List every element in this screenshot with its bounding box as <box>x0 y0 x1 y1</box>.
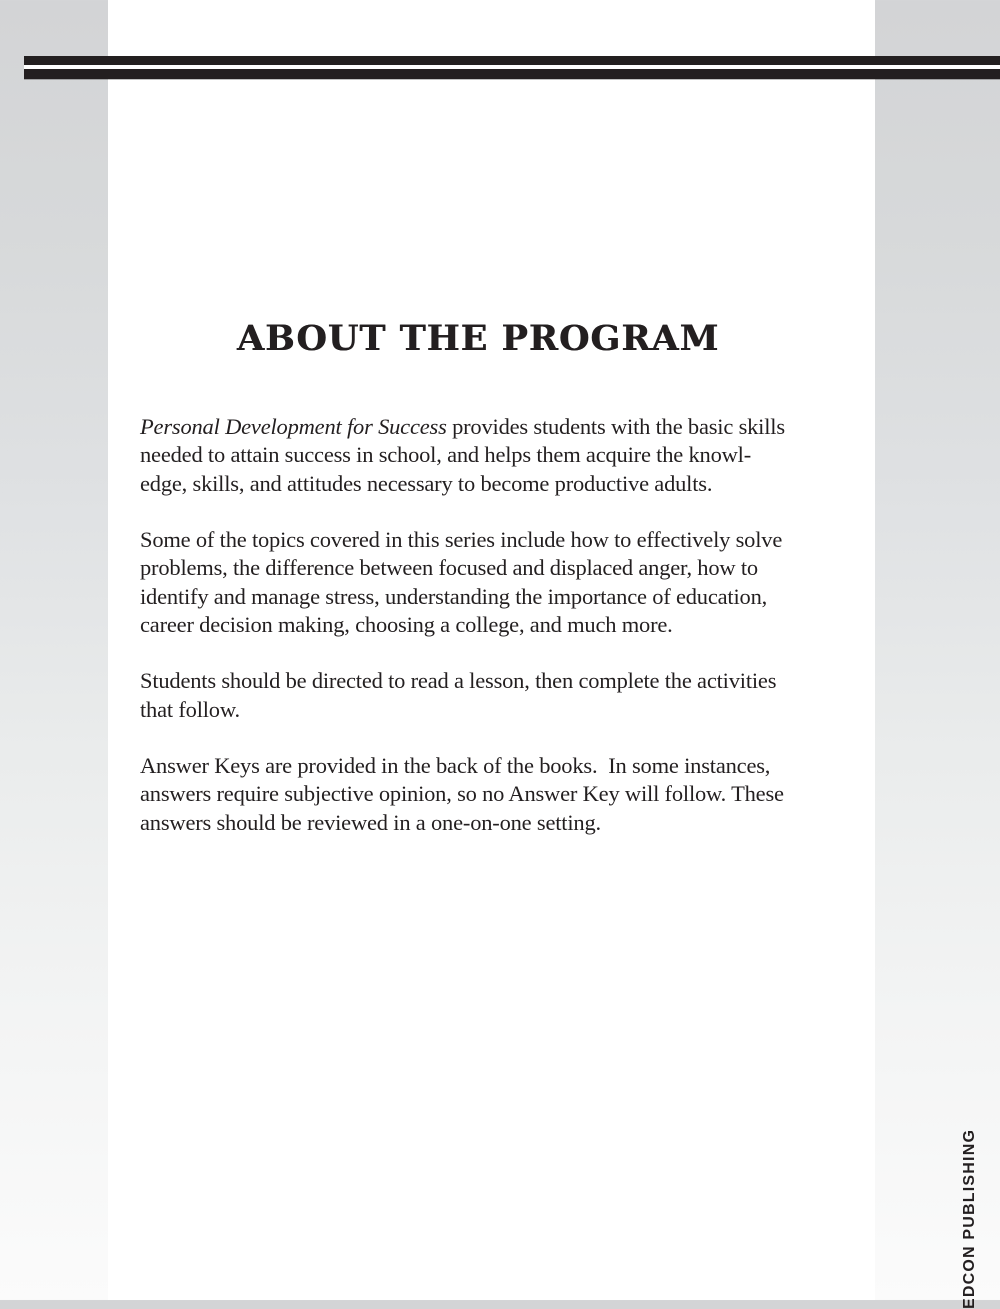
text-line: problems, the difference between focused and displaced anger, how to <box>140 555 758 581</box>
text-line: Personal Development for Success provides students with the basic skills <box>140 414 785 439</box>
text-line: Answer Keys are provided in the back of the books. In some instances, <box>140 752 771 778</box>
rule-bar-top <box>24 56 1000 69</box>
text-line: career decision making, choosing a college, and much more. <box>140 611 673 637</box>
paragraph-intro <box>140 413 860 498</box>
publisher-side-label: EDCON PUBLISHING <box>961 1128 978 1309</box>
paragraph-topics <box>140 526 860 639</box>
rule-bar-bottom <box>24 69 1000 79</box>
page-title: ABOUT THE PROGRAM <box>236 318 720 359</box>
double-rule <box>24 56 1000 79</box>
body-text <box>140 413 860 865</box>
text-line: answers should be reviewed in a one-on-one setting. <box>140 809 601 835</box>
text-line: identify and manage stress, understanding the importance of education, <box>140 583 768 609</box>
text-line: needed to attain success in school, and helps them acquire the knowl- <box>140 442 752 468</box>
paragraph-directions <box>140 667 860 724</box>
text-line: edge, skills, and attitudes necessary to become productive adults. <box>140 470 713 496</box>
text-line: Some of the topics covered in this series include how to effectively solve <box>140 526 783 552</box>
paragraph-answer-keys <box>140 752 860 837</box>
text-line: answers require subjective opinion, so no Answer Key will follow. These <box>140 781 784 807</box>
series-title-italic: Personal Development for Success <box>140 414 447 439</box>
text-line: that follow. <box>140 696 240 722</box>
text-line: Students should be directed to read a lesson, then complete the activities <box>140 668 777 694</box>
